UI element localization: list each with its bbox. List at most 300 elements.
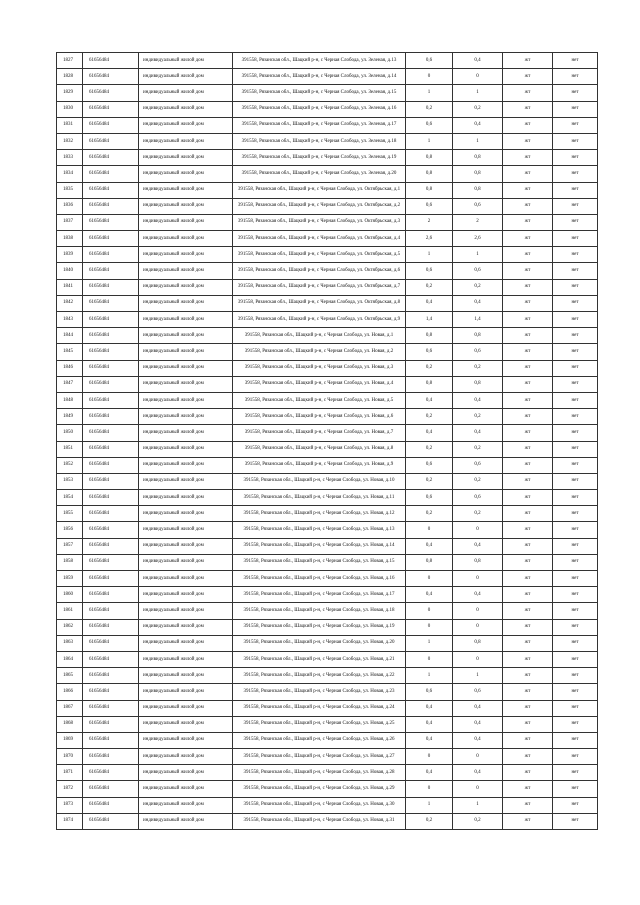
table-row [57, 538, 598, 554]
value-b-cell: 0 [453, 69, 503, 85]
code-cell: 61656484 [83, 635, 139, 651]
object-type-cell: индивидуальный жилой дом [139, 360, 233, 376]
value-a-cell: 0,6 [406, 457, 453, 473]
table-row [57, 295, 598, 311]
category-cell: жт [503, 166, 553, 182]
table-row [57, 571, 598, 587]
value-b-cell: 0,6 [453, 198, 503, 214]
value-a-cell: 1 [406, 85, 453, 101]
value-a-cell: 1,4 [406, 312, 453, 328]
value-b-cell: 0,4 [453, 117, 503, 133]
address-cell: 391558, Рязанская обл., Шацкий р-н, с Черная Слобода, ул. Октябрьская, д.6 [233, 263, 406, 279]
object-type-cell: индивидуальный жилой дом [139, 376, 233, 392]
object-type-cell: индивидуальный жилой дом [139, 53, 233, 69]
value-b-cell: 0,4 [453, 700, 503, 716]
code-cell: 61656484 [83, 344, 139, 360]
category-cell: жт [503, 651, 553, 667]
code-cell: 61656484 [83, 69, 139, 85]
value-b-cell: 0,4 [453, 538, 503, 554]
address-cell: 391558, Рязанская обл., Шацкий р-н, с Черная Слобода, ул. Новая, д.24 [233, 700, 406, 716]
address-cell: 391558, Рязанская обл., Шацкий р-н, с Черная Слобода, ул. Новая, д.6 [233, 409, 406, 425]
category-cell: жт [503, 279, 553, 295]
category-cell: жт [503, 684, 553, 700]
object-type-cell: индивидуальный жилой дом [139, 668, 233, 684]
object-type-cell: индивидуальный жилой дом [139, 732, 233, 748]
table-row [57, 409, 598, 425]
value-b-cell: 0,4 [453, 765, 503, 781]
code-cell: 61656484 [83, 684, 139, 700]
code-cell: 61656484 [83, 117, 139, 133]
object-type-cell: индивидуальный жилой дом [139, 117, 233, 133]
address-cell: 391558, Рязанская обл., Шацкий р-н, с Черная Слобода, ул. Новая, д.22 [233, 668, 406, 684]
address-cell: 391558, Рязанская обл., Шацкий р-н, с Черная Слобода, ул. Зеленая, д.14 [233, 69, 406, 85]
code-cell: 61656484 [83, 490, 139, 506]
address-cell: 391558, Рязанская обл., Шацкий р-н, с Черная Слобода, ул. Зеленая, д.16 [233, 101, 406, 117]
flag-cell: нет [553, 506, 598, 522]
table-row [57, 392, 598, 408]
code-cell: 61656484 [83, 538, 139, 554]
category-cell: жт [503, 797, 553, 813]
value-a-cell: 0,4 [406, 425, 453, 441]
address-cell: 391558, Рязанская обл., Шацкий р-н, с Черная Слобода, ул. Новая, д.17 [233, 587, 406, 603]
flag-cell: нет [553, 214, 598, 230]
row-number-cell: 1830 [57, 101, 83, 117]
table-body [57, 53, 598, 830]
row-number-cell: 1833 [57, 150, 83, 166]
address-cell: 391558, Рязанская обл., Шацкий р-н, с Черная Слобода, ул. Новая, д.15 [233, 554, 406, 570]
code-cell: 61656484 [83, 619, 139, 635]
value-a-cell: 0,6 [406, 263, 453, 279]
row-number-cell: 1874 [57, 813, 83, 829]
object-type-cell: индивидуальный жилой дом [139, 409, 233, 425]
address-cell: 391558, Рязанская обл., Шацкий р-н, с Черная Слобода, ул. Новая, д.20 [233, 635, 406, 651]
code-cell: 61656484 [83, 376, 139, 392]
object-type-cell: индивидуальный жилой дом [139, 749, 233, 765]
value-b-cell: 0 [453, 781, 503, 797]
table-row [57, 700, 598, 716]
code-cell: 61656484 [83, 716, 139, 732]
value-b-cell: 0,2 [453, 813, 503, 829]
value-a-cell: 0 [406, 619, 453, 635]
object-type-cell: индивидуальный жилой дом [139, 587, 233, 603]
flag-cell: нет [553, 473, 598, 489]
flag-cell: нет [553, 490, 598, 506]
table-row [57, 457, 598, 473]
object-type-cell: индивидуальный жилой дом [139, 328, 233, 344]
code-cell: 61656484 [83, 651, 139, 667]
row-number-cell: 1850 [57, 425, 83, 441]
category-cell: жт [503, 765, 553, 781]
table-row [57, 344, 598, 360]
value-a-cell: 0 [406, 522, 453, 538]
object-type-cell: индивидуальный жилой дом [139, 231, 233, 247]
code-cell: 61656484 [83, 441, 139, 457]
value-a-cell: 0,2 [406, 441, 453, 457]
table-row [57, 101, 598, 117]
value-b-cell: 0,6 [453, 263, 503, 279]
address-cell: 391558, Рязанская обл., Шацкий р-н, с Черная Слобода, ул. Новая, д.27 [233, 749, 406, 765]
flag-cell: нет [553, 360, 598, 376]
table-row [57, 813, 598, 829]
address-cell: 391558, Рязанская обл., Шацкий р-н, с Черная Слобода, ул. Новая, д.13 [233, 522, 406, 538]
table-row [57, 554, 598, 570]
value-a-cell: 0,2 [406, 101, 453, 117]
row-number-cell: 1836 [57, 198, 83, 214]
flag-cell: нет [553, 312, 598, 328]
object-type-cell: индивидуальный жилой дом [139, 635, 233, 651]
code-cell: 61656484 [83, 473, 139, 489]
table-row [57, 247, 598, 263]
object-type-cell: индивидуальный жилой дом [139, 295, 233, 311]
code-cell: 61656484 [83, 781, 139, 797]
address-cell: 391558, Рязанская обл., Шацкий р-н, с Черная Слобода, ул. Новая, д.7 [233, 425, 406, 441]
row-number-cell: 1832 [57, 133, 83, 149]
object-type-cell: индивидуальный жилой дом [139, 441, 233, 457]
code-cell: 61656484 [83, 198, 139, 214]
flag-cell: нет [553, 198, 598, 214]
address-cell: 391558, Рязанская обл., Шацкий р-н, с Черная Слобода, ул. Октябрьская, д.5 [233, 247, 406, 263]
row-number-cell: 1840 [57, 263, 83, 279]
value-a-cell: 1 [406, 668, 453, 684]
value-b-cell: 0,4 [453, 53, 503, 69]
address-cell: 391558, Рязанская обл., Шацкий р-н, с Черная Слобода, ул. Зеленая, д.19 [233, 150, 406, 166]
table-row [57, 732, 598, 748]
object-type-cell: индивидуальный жилой дом [139, 263, 233, 279]
flag-cell: нет [553, 247, 598, 263]
table-row [57, 198, 598, 214]
category-cell: жт [503, 312, 553, 328]
row-number-cell: 1829 [57, 85, 83, 101]
object-type-cell: индивидуальный жилой дом [139, 603, 233, 619]
code-cell: 61656484 [83, 231, 139, 247]
value-a-cell: 0 [406, 651, 453, 667]
row-number-cell: 1859 [57, 571, 83, 587]
value-a-cell: 0,6 [406, 53, 453, 69]
table-row [57, 231, 598, 247]
code-cell: 61656484 [83, 571, 139, 587]
value-a-cell: 0,4 [406, 295, 453, 311]
address-cell: 391558, Рязанская обл., Шацкий р-н, с Черная Слобода, ул. Октябрьская, д.2 [233, 198, 406, 214]
code-cell: 61656484 [83, 328, 139, 344]
address-cell: 391558, Рязанская обл., Шацкий р-н, с Черная Слобода, ул. Октябрьская, д.8 [233, 295, 406, 311]
row-number-cell: 1849 [57, 409, 83, 425]
object-type-cell: индивидуальный жилой дом [139, 150, 233, 166]
value-b-cell: 0,2 [453, 441, 503, 457]
flag-cell: нет [553, 133, 598, 149]
category-cell: жт [503, 247, 553, 263]
row-number-cell: 1860 [57, 587, 83, 603]
address-cell: 391558, Рязанская обл., Шацкий р-н, с Черная Слобода, ул. Новая, д.25 [233, 716, 406, 732]
address-cell: 391558, Рязанская обл., Шацкий р-н, с Черная Слобода, ул. Новая, д.28 [233, 765, 406, 781]
flag-cell: нет [553, 376, 598, 392]
object-type-cell: индивидуальный жилой дом [139, 700, 233, 716]
flag-cell: нет [553, 603, 598, 619]
object-type-cell: индивидуальный жилой дом [139, 797, 233, 813]
value-b-cell: 0,4 [453, 295, 503, 311]
code-cell: 61656484 [83, 506, 139, 522]
row-number-cell: 1855 [57, 506, 83, 522]
value-b-cell: 0,8 [453, 635, 503, 651]
flag-cell: нет [553, 69, 598, 85]
row-number-cell: 1852 [57, 457, 83, 473]
flag-cell: нет [553, 716, 598, 732]
table-row [57, 133, 598, 149]
category-cell: жт [503, 263, 553, 279]
code-cell: 61656484 [83, 457, 139, 473]
table-row [57, 749, 598, 765]
code-cell: 61656484 [83, 425, 139, 441]
category-cell: жт [503, 749, 553, 765]
object-type-cell: индивидуальный жилой дом [139, 198, 233, 214]
object-type-cell: индивидуальный жилой дом [139, 312, 233, 328]
flag-cell: нет [553, 538, 598, 554]
address-cell: 391558, Рязанская обл., Шацкий р-н, с Черная Слобода, ул. Зеленая, д.15 [233, 85, 406, 101]
flag-cell: нет [553, 797, 598, 813]
table-row [57, 53, 598, 69]
value-a-cell: 2,6 [406, 231, 453, 247]
row-number-cell: 1867 [57, 700, 83, 716]
value-b-cell: 0 [453, 749, 503, 765]
object-type-cell: индивидуальный жилой дом [139, 85, 233, 101]
object-type-cell: индивидуальный жилой дом [139, 457, 233, 473]
table-row [57, 166, 598, 182]
value-b-cell: 0,2 [453, 279, 503, 295]
address-cell: 391558, Рязанская обл., Шацкий р-н, с Черная Слобода, ул. Новая, д.16 [233, 571, 406, 587]
object-type-cell: индивидуальный жилой дом [139, 651, 233, 667]
code-cell: 61656484 [83, 360, 139, 376]
row-number-cell: 1870 [57, 749, 83, 765]
table-row [57, 425, 598, 441]
table-row [57, 603, 598, 619]
flag-cell: нет [553, 522, 598, 538]
address-cell: 391558, Рязанская обл., Шацкий р-н, с Черная Слобода, ул. Новая, д.14 [233, 538, 406, 554]
code-cell: 61656484 [83, 263, 139, 279]
row-number-cell: 1838 [57, 231, 83, 247]
flag-cell: нет [553, 554, 598, 570]
row-number-cell: 1865 [57, 668, 83, 684]
table-row [57, 797, 598, 813]
value-b-cell: 0,2 [453, 101, 503, 117]
value-b-cell: 1 [453, 668, 503, 684]
address-cell: 391558, Рязанская обл., Шацкий р-н, с Черная Слобода, ул. Зеленая, д.13 [233, 53, 406, 69]
row-number-cell: 1854 [57, 490, 83, 506]
value-b-cell: 0,4 [453, 716, 503, 732]
value-b-cell: 0 [453, 571, 503, 587]
table-row [57, 117, 598, 133]
table-row [57, 635, 598, 651]
code-cell: 61656484 [83, 392, 139, 408]
value-a-cell: 0 [406, 69, 453, 85]
value-b-cell: 0,6 [453, 490, 503, 506]
row-number-cell: 1837 [57, 214, 83, 230]
flag-cell: нет [553, 619, 598, 635]
flag-cell: нет [553, 765, 598, 781]
flag-cell: нет [553, 295, 598, 311]
code-cell: 61656484 [83, 312, 139, 328]
table-row [57, 587, 598, 603]
code-cell: 61656484 [83, 554, 139, 570]
category-cell: жт [503, 117, 553, 133]
flag-cell: нет [553, 749, 598, 765]
value-b-cell: 1 [453, 133, 503, 149]
value-a-cell: 0,6 [406, 117, 453, 133]
value-a-cell: 2 [406, 214, 453, 230]
flag-cell: нет [553, 101, 598, 117]
value-b-cell: 0,4 [453, 732, 503, 748]
code-cell: 61656484 [83, 85, 139, 101]
flag-cell: нет [553, 409, 598, 425]
value-b-cell: 2 [453, 214, 503, 230]
code-cell: 61656484 [83, 150, 139, 166]
value-b-cell: 1,4 [453, 312, 503, 328]
table-row [57, 473, 598, 489]
value-a-cell: 0,4 [406, 700, 453, 716]
row-number-cell: 1863 [57, 635, 83, 651]
category-cell: жт [503, 182, 553, 198]
flag-cell: нет [553, 392, 598, 408]
address-cell: 391558, Рязанская обл., Шацкий р-н, с Черная Слобода, ул. Новая, д.12 [233, 506, 406, 522]
flag-cell: нет [553, 457, 598, 473]
address-cell: 391558, Рязанская обл., Шацкий р-н, с Черная Слобода, ул. Октябрьская, д.7 [233, 279, 406, 295]
category-cell: жт [503, 781, 553, 797]
table-row [57, 490, 598, 506]
object-type-cell: индивидуальный жилой дом [139, 554, 233, 570]
object-type-cell: индивидуальный жилой дом [139, 247, 233, 263]
flag-cell: нет [553, 813, 598, 829]
flag-cell: нет [553, 328, 598, 344]
object-type-cell: индивидуальный жилой дом [139, 69, 233, 85]
address-cell: 391558, Рязанская обл., Шацкий р-н, с Черная Слобода, ул. Октябрьская, д.1 [233, 182, 406, 198]
value-b-cell: 0,2 [453, 473, 503, 489]
category-cell: жт [503, 813, 553, 829]
table-row [57, 263, 598, 279]
category-cell: жт [503, 376, 553, 392]
code-cell: 61656484 [83, 603, 139, 619]
code-cell: 61656484 [83, 409, 139, 425]
category-cell: жт [503, 522, 553, 538]
object-type-cell: индивидуальный жилой дом [139, 344, 233, 360]
address-cell: 391558, Рязанская обл., Шацкий р-н, с Черная Слобода, ул. Новая, д.5 [233, 392, 406, 408]
category-cell: жт [503, 554, 553, 570]
value-a-cell: 0,2 [406, 409, 453, 425]
address-cell: 391558, Рязанская обл., Шацкий р-н, с Черная Слобода, ул. Новая, д.1 [233, 328, 406, 344]
value-b-cell: 0,2 [453, 506, 503, 522]
value-a-cell: 0,8 [406, 182, 453, 198]
flag-cell: нет [553, 781, 598, 797]
code-cell: 61656484 [83, 53, 139, 69]
flag-cell: нет [553, 587, 598, 603]
category-cell: жт [503, 490, 553, 506]
object-type-cell: индивидуальный жилой дом [139, 571, 233, 587]
value-b-cell: 0,4 [453, 587, 503, 603]
code-cell: 61656484 [83, 166, 139, 182]
value-a-cell: 0 [406, 749, 453, 765]
row-number-cell: 1847 [57, 376, 83, 392]
row-number-cell: 1873 [57, 797, 83, 813]
object-type-cell: индивидуальный жилой дом [139, 425, 233, 441]
flag-cell: нет [553, 150, 598, 166]
flag-cell: нет [553, 651, 598, 667]
code-cell: 61656484 [83, 522, 139, 538]
value-a-cell: 0,4 [406, 538, 453, 554]
address-cell: 391558, Рязанская обл., Шацкий р-н, с Черная Слобода, ул. Новая, д.26 [233, 732, 406, 748]
table-row [57, 279, 598, 295]
value-a-cell: 1 [406, 133, 453, 149]
value-a-cell: 0,6 [406, 198, 453, 214]
value-a-cell: 0,2 [406, 279, 453, 295]
table-row [57, 85, 598, 101]
flag-cell: нет [553, 85, 598, 101]
flag-cell: нет [553, 425, 598, 441]
code-cell: 61656484 [83, 101, 139, 117]
category-cell: жт [503, 344, 553, 360]
address-cell: 391558, Рязанская обл., Шацкий р-н, с Черная Слобода, ул. Октябрьская, д.3 [233, 214, 406, 230]
object-type-cell: индивидуальный жилой дом [139, 101, 233, 117]
category-cell: жт [503, 198, 553, 214]
category-cell: жт [503, 214, 553, 230]
address-cell: 391558, Рязанская обл., Шацкий р-н, с Черная Слобода, ул. Новая, д.18 [233, 603, 406, 619]
code-cell: 61656484 [83, 700, 139, 716]
address-cell: 391558, Рязанская обл., Шацкий р-н, с Черная Слобода, ул. Новая, д.10 [233, 473, 406, 489]
object-type-cell: индивидуальный жилой дом [139, 490, 233, 506]
value-b-cell: 0,4 [453, 425, 503, 441]
flag-cell: нет [553, 117, 598, 133]
category-cell: жт [503, 603, 553, 619]
table-row [57, 441, 598, 457]
object-type-cell: индивидуальный жилой дом [139, 684, 233, 700]
row-number-cell: 1871 [57, 765, 83, 781]
address-cell: 391558, Рязанская обл., Шацкий р-н, с Черная Слобода, ул. Октябрьская, д.4 [233, 231, 406, 247]
row-number-cell: 1862 [57, 619, 83, 635]
category-cell: жт [503, 69, 553, 85]
row-number-cell: 1845 [57, 344, 83, 360]
value-a-cell: 0,8 [406, 554, 453, 570]
object-type-cell: индивидуальный жилой дом [139, 166, 233, 182]
code-cell: 61656484 [83, 797, 139, 813]
row-number-cell: 1861 [57, 603, 83, 619]
flag-cell: нет [553, 700, 598, 716]
address-cell: 391558, Рязанская обл., Шацкий р-н, с Черная Слобода, ул. Новая, д.4 [233, 376, 406, 392]
flag-cell: нет [553, 279, 598, 295]
row-number-cell: 1851 [57, 441, 83, 457]
table-row [57, 619, 598, 635]
category-cell: жт [503, 571, 553, 587]
address-cell: 391558, Рязанская обл., Шацкий р-н, с Черная Слобода, ул. Октябрьская, д.9 [233, 312, 406, 328]
object-type-cell: индивидуальный жилой дом [139, 765, 233, 781]
address-cell: 391558, Рязанская обл., Шацкий р-н, с Черная Слобода, ул. Зеленая, д.20 [233, 166, 406, 182]
value-a-cell: 0 [406, 571, 453, 587]
flag-cell: нет [553, 344, 598, 360]
address-cell: 391558, Рязанская обл., Шацкий р-н, с Черная Слобода, ул. Новая, д.31 [233, 813, 406, 829]
category-cell: жт [503, 441, 553, 457]
flag-cell: нет [553, 635, 598, 651]
address-cell: 391558, Рязанская обл., Шацкий р-н, с Черная Слобода, ул. Новая, д.30 [233, 797, 406, 813]
row-number-cell: 1842 [57, 295, 83, 311]
code-cell: 61656484 [83, 182, 139, 198]
value-b-cell: 1 [453, 797, 503, 813]
object-type-cell: индивидуальный жилой дом [139, 716, 233, 732]
value-b-cell: 0,8 [453, 150, 503, 166]
value-a-cell: 0,8 [406, 166, 453, 182]
row-number-cell: 1858 [57, 554, 83, 570]
value-a-cell: 1 [406, 635, 453, 651]
address-cell: 391558, Рязанская обл., Шацкий р-н, с Черная Слобода, ул. Новая, д.2 [233, 344, 406, 360]
code-cell: 61656484 [83, 749, 139, 765]
category-cell: жт [503, 85, 553, 101]
table-row [57, 716, 598, 732]
category-cell: жт [503, 360, 553, 376]
address-cell: 391558, Рязанская обл., Шацкий р-н, с Черная Слобода, ул. Новая, д.9 [233, 457, 406, 473]
